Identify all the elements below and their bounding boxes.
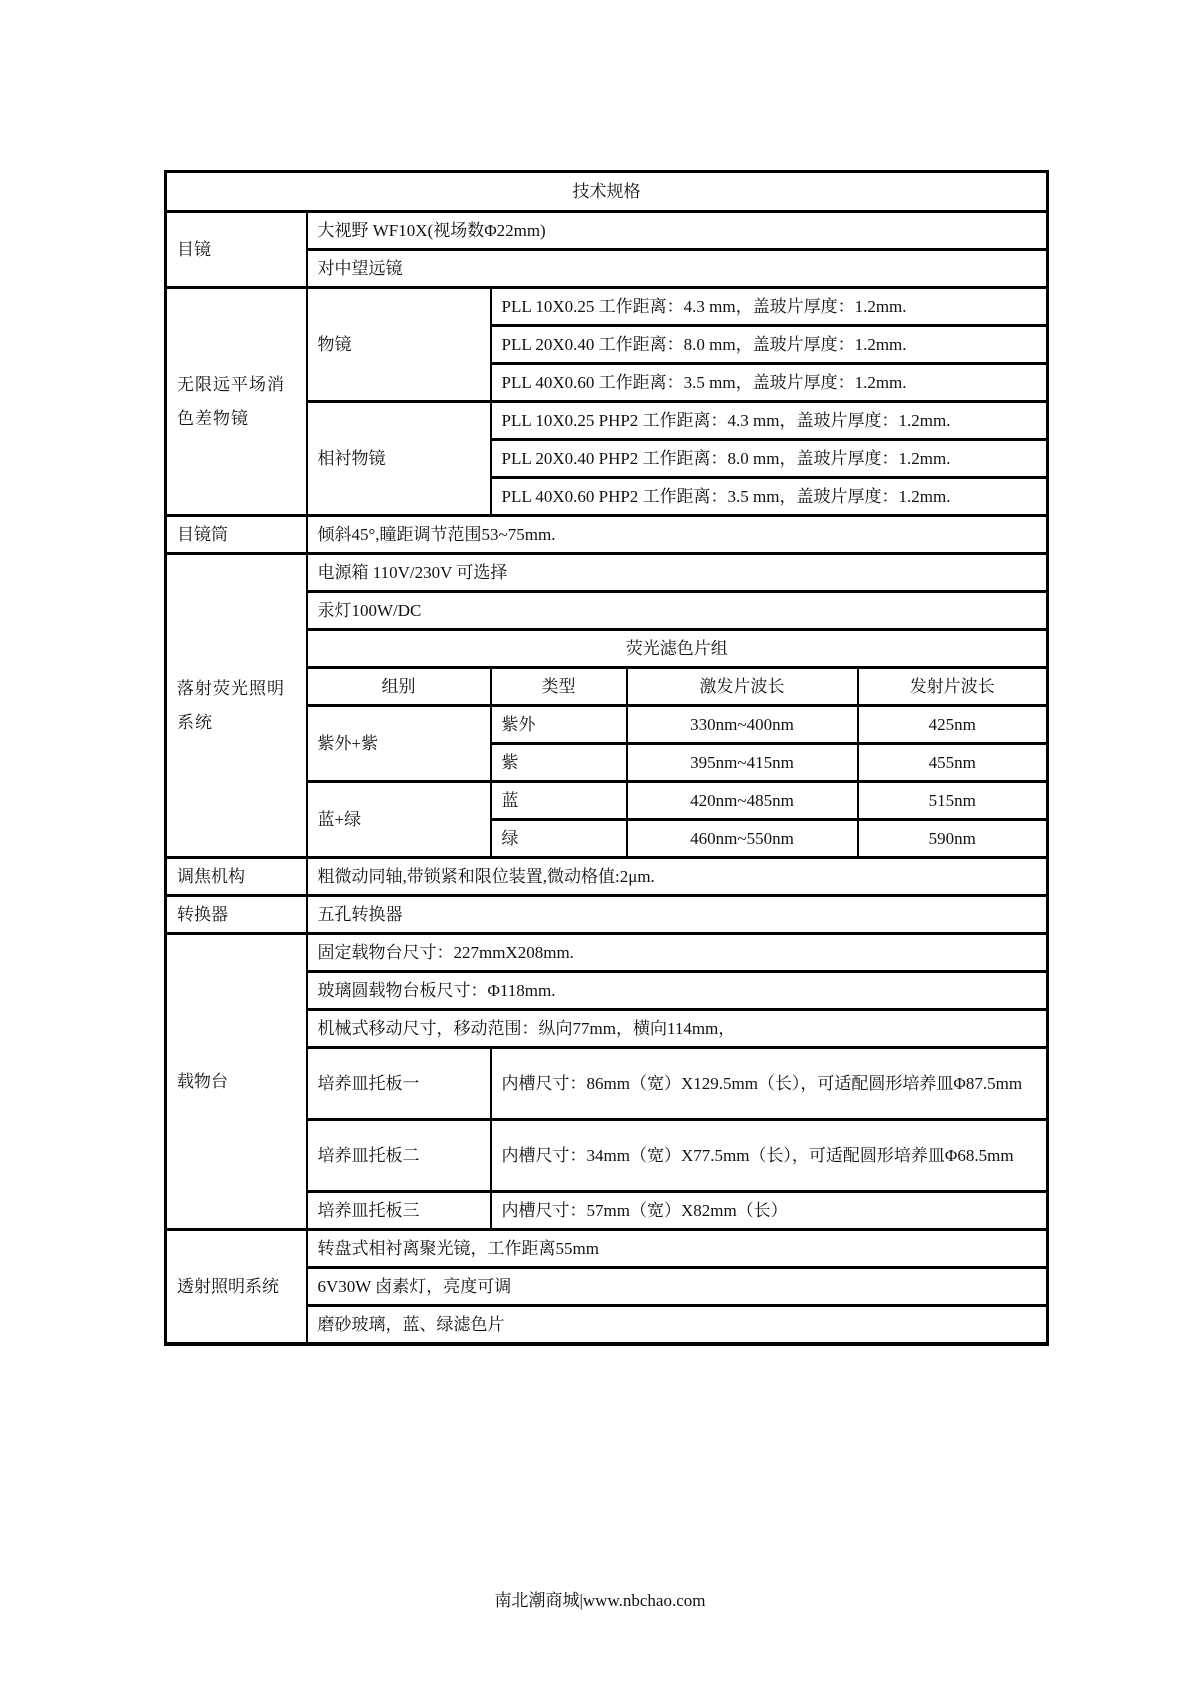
trans-item: 转盘式相衬离聚光镜，工作距离55mm bbox=[307, 1230, 1048, 1268]
filter-type: 绿 bbox=[491, 820, 627, 858]
filter-emission: 455nm bbox=[858, 744, 1048, 782]
filter-excitation: 395nm~415nm bbox=[627, 744, 858, 782]
plan-objective-label: 物镜 bbox=[307, 288, 491, 402]
focus-value: 粗微动同轴,带锁紧和限位装置,微动格值:2μm. bbox=[307, 858, 1048, 896]
stage-glass: 玻璃圆载物台板尺寸：Φ118mm. bbox=[307, 972, 1048, 1010]
stage-label: 载物台 bbox=[166, 934, 307, 1230]
dish-plate-desc: 内槽尺寸：57mm（宽）X82mm（长） bbox=[491, 1192, 1048, 1230]
plan-objective-item: PLL 40X0.60 工作距离：3.5 mm，盖玻片厚度：1.2mm. bbox=[491, 364, 1048, 402]
phase-objective-item: PLL 20X0.40 PHP2 工作距离：8.0 mm，盖玻片厚度：1.2mm. bbox=[491, 440, 1048, 478]
filter-type: 蓝 bbox=[491, 782, 627, 820]
focus-label: 调焦机构 bbox=[166, 858, 307, 896]
filter-type: 紫 bbox=[491, 744, 627, 782]
epi-lamp: 汞灯100W/DC bbox=[307, 592, 1048, 630]
phase-objective-label: 相衬物镜 bbox=[307, 402, 491, 516]
phase-objective-item: PLL 10X0.25 PHP2 工作距离：4.3 mm，盖玻片厚度：1.2mm. bbox=[491, 402, 1048, 440]
filter-set-title: 荧光滤色片组 bbox=[307, 630, 1048, 668]
plan-objective-item: PLL 20X0.40 工作距离：8.0 mm，盖玻片厚度：1.2mm. bbox=[491, 326, 1048, 364]
filter-group-name: 紫外+紫 bbox=[307, 706, 491, 782]
filter-excitation: 420nm~485nm bbox=[627, 782, 858, 820]
eyepiece-telescope: 对中望远镜 bbox=[307, 250, 1048, 288]
filter-excitation: 460nm~550nm bbox=[627, 820, 858, 858]
epi-label: 落射荧光照明系统 bbox=[166, 554, 307, 858]
dish-plate-desc: 内槽尺寸：86mm（宽）X129.5mm（长），可适配圆形培养皿Φ87.5mm bbox=[491, 1048, 1048, 1120]
eyepiece-value: 大视野 WF10X(视场数Φ22mm) bbox=[307, 212, 1048, 250]
eyepiece-label: 目镜 bbox=[166, 212, 307, 288]
epi-power: 电源箱 110V/230V 可选择 bbox=[307, 554, 1048, 592]
filter-header-emission: 发射片波长 bbox=[858, 668, 1048, 706]
tube-label: 目镜筒 bbox=[166, 516, 307, 554]
phase-objective-item: PLL 40X0.60 PHP2 工作距离：3.5 mm，盖玻片厚度：1.2mm. bbox=[491, 478, 1048, 516]
filter-excitation: 330nm~400nm bbox=[627, 706, 858, 744]
table-title: 技术规格 bbox=[166, 172, 1048, 213]
stage-fixed: 固定载物台尺寸：227mmX208mm. bbox=[307, 934, 1048, 972]
filter-emission: 515nm bbox=[858, 782, 1048, 820]
dish-plate-name: 培养皿托板二 bbox=[307, 1120, 491, 1192]
dish-plate-desc: 内槽尺寸：34mm（宽）X77.5mm（长），可适配圆形培养皿Φ68.5mm bbox=[491, 1120, 1048, 1192]
stage-mechanical: 机械式移动尺寸，移动范围：纵向77mm，横向114mm， bbox=[307, 1010, 1048, 1048]
objectives-label: 无限远平场消色差物镜 bbox=[166, 288, 307, 516]
dish-plate-name: 培养皿托板三 bbox=[307, 1192, 491, 1230]
nosepiece-value: 五孔转换器 bbox=[307, 896, 1048, 934]
filter-header-type: 类型 bbox=[491, 668, 627, 706]
filter-header-excitation: 激发片波长 bbox=[627, 668, 858, 706]
filter-emission: 425nm bbox=[858, 706, 1048, 744]
spec-table bbox=[164, 170, 1049, 1346]
dish-plate-name: 培养皿托板一 bbox=[307, 1048, 491, 1120]
plan-objective-item: PLL 10X0.25 工作距离：4.3 mm，盖玻片厚度：1.2mm. bbox=[491, 288, 1048, 326]
footer-site-link[interactable]: 南北潮商城|www.nbchao.com bbox=[494, 1591, 706, 1610]
filter-emission: 590nm bbox=[858, 820, 1048, 858]
trans-item: 磨砂玻璃，蓝、绿滤色片 bbox=[307, 1306, 1048, 1344]
filter-group-name: 蓝+绿 bbox=[307, 782, 491, 858]
nosepiece-label: 转换器 bbox=[166, 896, 307, 934]
trans-item: 6V30W 卤素灯，亮度可调 bbox=[307, 1268, 1048, 1306]
filter-header-group: 组别 bbox=[307, 668, 491, 706]
trans-label: 透射照明系统 bbox=[166, 1230, 307, 1344]
filter-type: 紫外 bbox=[491, 706, 627, 744]
tube-value: 倾斜45°,瞳距调节范围53~75mm. bbox=[307, 516, 1048, 554]
